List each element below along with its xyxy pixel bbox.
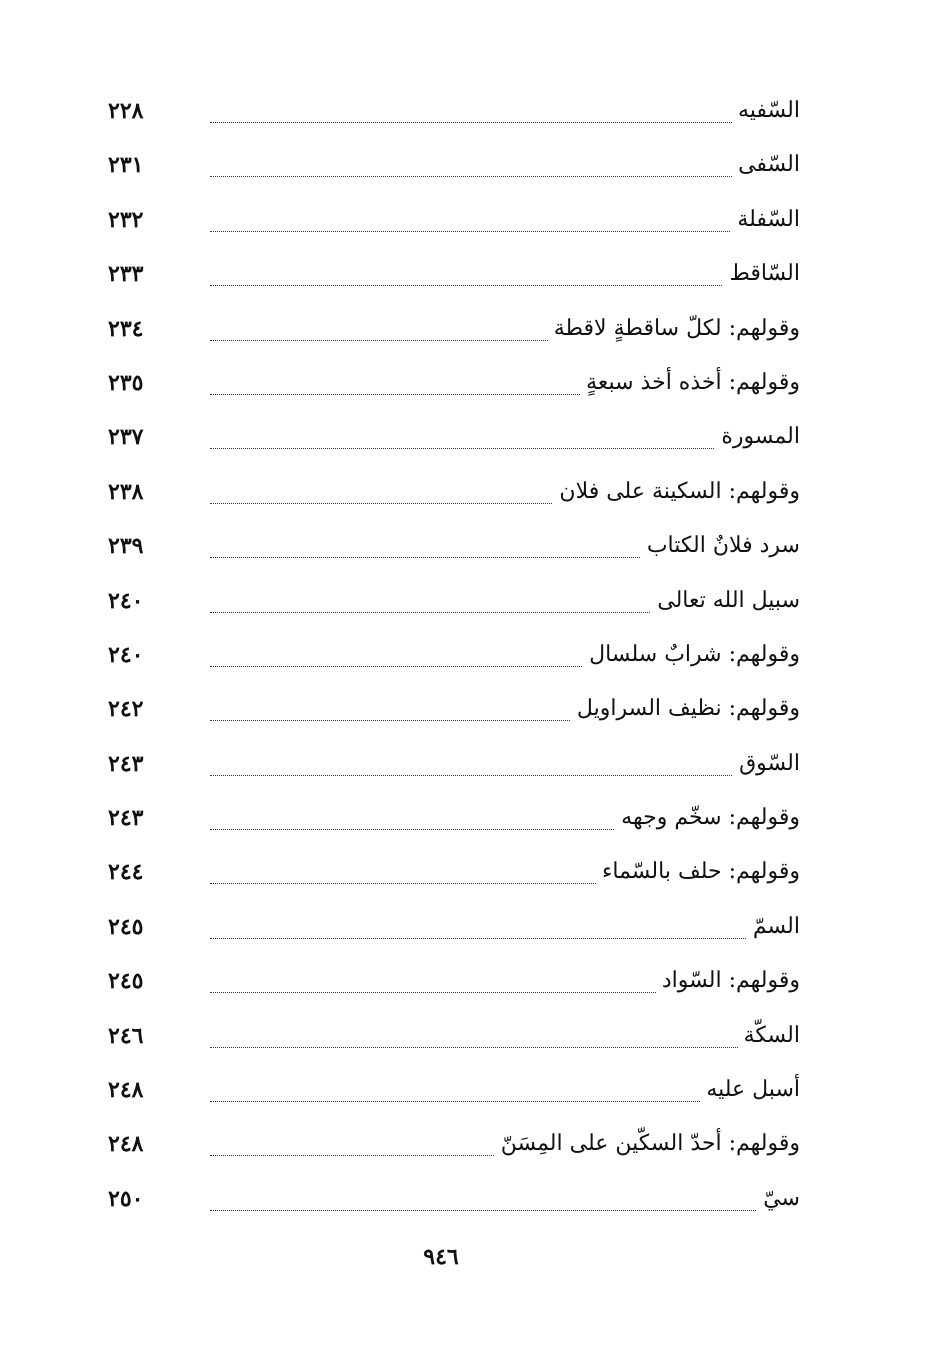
entry-page-number: ٢٤٠ (108, 641, 144, 668)
entry-title: السّوق (733, 749, 800, 779)
entry-page-number: ٢٢٨ (108, 98, 144, 124)
entry-title: سيّ (757, 1184, 800, 1214)
toc-entry (100, 904, 800, 958)
toc-entry (100, 1121, 800, 1175)
entry-page-number: ٢٤٨ (108, 1131, 144, 1158)
dot-leader (210, 448, 800, 449)
entry-page-number: ٢٣٥ (108, 369, 144, 396)
toc-entry (100, 197, 800, 251)
entry-page-number: ٢٤٣ (108, 805, 144, 832)
entry-page-number: ٢٣٨ (108, 478, 144, 505)
toc-entry (100, 741, 800, 795)
entry-page-number: ٢٣٩ (108, 533, 144, 560)
entry-page-number: ٢٤٦ (108, 1022, 144, 1049)
entry-page-number: ٢٣٤ (108, 315, 144, 342)
page-number-footer: ٩٤٦ (423, 1244, 459, 1270)
dot-leader (210, 231, 800, 232)
entry-title: وقولهم: حلف بالسّماء (596, 857, 800, 887)
toc-entry (100, 958, 800, 1012)
toc-entry (100, 306, 800, 360)
entry-title: السّفلة (731, 205, 800, 235)
toc-entry (100, 686, 800, 740)
dot-leader (210, 1047, 800, 1048)
toc-entry (100, 1013, 800, 1067)
toc-entry (100, 523, 800, 577)
dot-leader (210, 775, 800, 776)
table-of-contents (100, 88, 800, 1230)
entry-title: وقولهم: لكلّ ساقطةٍ لاقطة (548, 314, 800, 344)
dot-leader (210, 1210, 800, 1211)
toc-entry (100, 469, 800, 523)
entry-title: سرد فلانٌ الكتاب (641, 531, 800, 561)
entry-title: وقولهم: شرابٌ سلسال (583, 640, 800, 670)
toc-entry (100, 88, 800, 142)
entry-page-number: ٢٤٠ (108, 587, 144, 614)
dot-leader (210, 122, 800, 123)
dot-leader (210, 285, 800, 286)
toc-entry (100, 1067, 800, 1121)
entry-page-number: ٢٤٣ (108, 750, 144, 777)
entry-page-number: ٢٤٥ (108, 968, 144, 995)
dot-leader (210, 176, 800, 177)
entry-title: وقولهم: أحدّ السكّين على المِسَنّ (495, 1129, 800, 1159)
toc-entry (100, 578, 800, 632)
toc-entry (100, 414, 800, 468)
entry-title: السّفى (732, 150, 800, 180)
entry-title: السّاقط (723, 259, 800, 289)
entry-page-number: ٢٤٢ (108, 696, 144, 723)
entry-title: وقولهم: أخذه أخذ سبعةٍ (580, 368, 800, 398)
toc-entry (100, 142, 800, 196)
entry-title: وقولهم: السّواد (656, 966, 800, 996)
entry-title: السّفيه (732, 96, 800, 126)
toc-entry (100, 1176, 800, 1230)
toc-entry (100, 795, 800, 849)
entry-page-number: ٢٣٣ (108, 261, 144, 288)
entry-page-number: ٢٥٠ (108, 1185, 144, 1212)
entry-title: أسبل عليه (700, 1075, 800, 1105)
toc-entry (100, 251, 800, 305)
entry-page-number: ٢٤٥ (108, 913, 144, 940)
entry-page-number: ٢٣٢ (108, 206, 144, 233)
entry-title: وقولهم: سخّم وجهه (615, 803, 800, 833)
entry-title: وقولهم: السكينة على فلان (553, 477, 800, 507)
entry-page-number: ٢٤٤ (108, 859, 144, 886)
toc-entry (100, 849, 800, 903)
entry-title: السمّ (747, 912, 800, 942)
entry-page-number: ٢٤٨ (108, 1077, 144, 1104)
dot-leader (210, 938, 800, 939)
entry-title: المسورة (715, 422, 800, 452)
toc-entry (100, 360, 800, 414)
entry-page-number: ٢٣٧ (108, 424, 144, 451)
entry-title: سبيل الله تعالى (651, 586, 800, 616)
entry-page-number: ٢٣١ (108, 152, 144, 179)
toc-entry (100, 632, 800, 686)
entry-title: السكّة (738, 1021, 800, 1051)
entry-title: وقولهم: نظيف السراويل (571, 694, 800, 724)
